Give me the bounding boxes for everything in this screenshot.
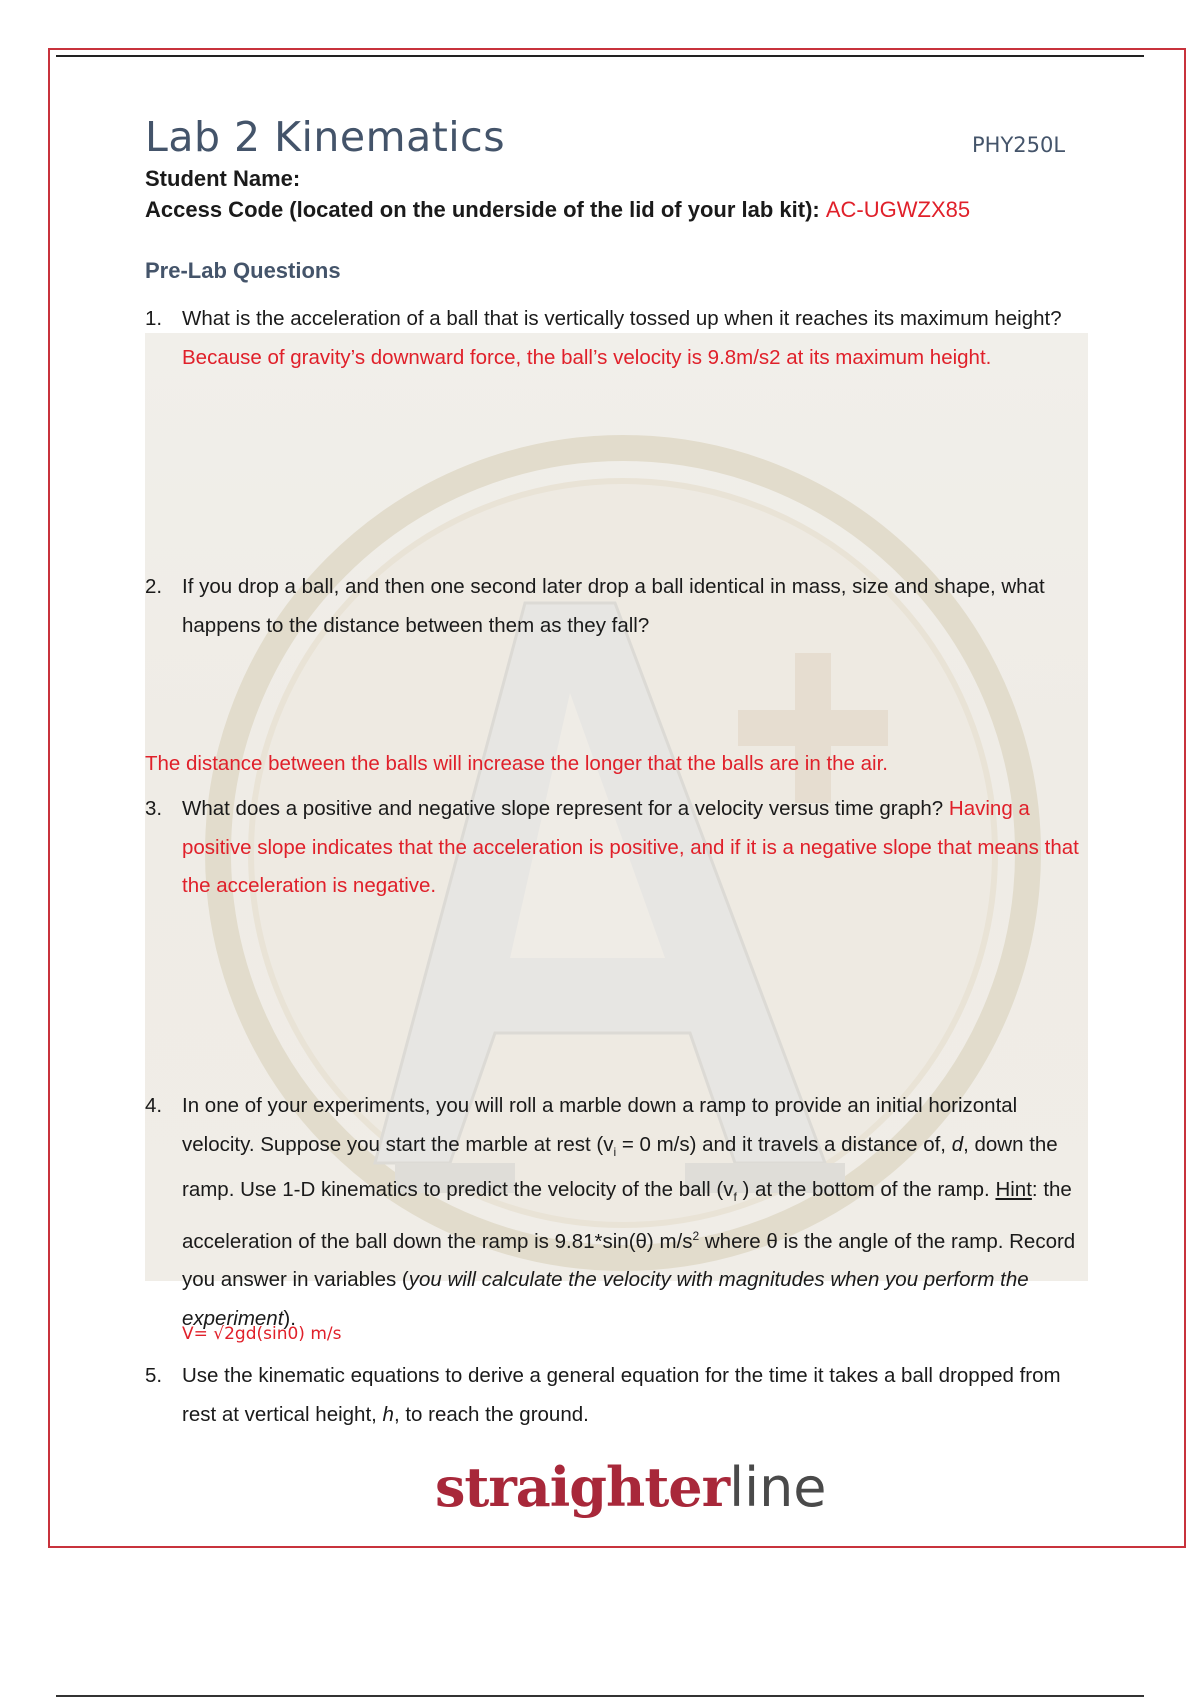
access-code-label: Access Code (located on the underside of the lid of your lab kit): <box>145 197 820 222</box>
question-number: 2. <box>145 575 163 598</box>
hint-label: Hint <box>995 1178 1032 1202</box>
question-text-part: , down the ramp. Use 1-D kinematics to predict the velocity of the ball (v <box>182 1132 1058 1202</box>
section-heading: Pre-Lab Questions <box>145 258 341 283</box>
question-number: 1. <box>145 307 163 330</box>
question-text-part: In one of your experiments, you will roll a marble down a ramp to provide an initial horizontal velocity. Suppose you start the marble at rest (v <box>182 1094 1018 1156</box>
question-3 <box>145 790 1090 906</box>
question-text: If you drop a ball, and then one second later drop a ball identical in mass, size and shape, what happens to the distance between them as they fall? <box>182 575 1045 637</box>
bottom-rule <box>56 1695 1144 1697</box>
student-name-label: Student Name: <box>145 166 301 191</box>
variable-h: h <box>382 1402 394 1426</box>
logo-strong-text: straighter <box>435 1455 730 1519</box>
question-text: What does a positive and negative slope represent for a velocity versus time graph? <box>182 797 944 820</box>
subscript: f <box>733 1190 737 1205</box>
question-text-part: ). <box>283 1306 296 1330</box>
question-5 <box>145 1357 1090 1434</box>
answer-text: The distance between the balls will increase the longer that the balls are in the air. <box>145 752 888 775</box>
question-text: What is the acceleration of a ball that is vertically tossed up when it reaches its maximum height? <box>182 307 1062 330</box>
superscript: 2 <box>692 1228 700 1243</box>
question-text-part: where θ is the angle of the ramp. Record you answer in variables ( <box>182 1229 1076 1292</box>
page-title: Lab 2 Kinematics <box>145 113 506 161</box>
italic-note: you will calculate the velocity with magnitudes when you perform the experiment <box>182 1268 1029 1330</box>
access-code-line <box>145 197 970 223</box>
question-text-part: , to reach the ground. <box>393 1402 589 1426</box>
answer-text: Because of gravity’s downward force, the ball’s velocity is 9.8m/s2 at its maximum height. <box>182 345 992 369</box>
question-text-part: Use the kinematic equations to derive a general equation for the time it takes a ball dropped from rest at vertical height, <box>182 1364 1061 1426</box>
subscript: i <box>613 1144 617 1159</box>
question-text <box>182 1357 1090 1434</box>
variable-d: d <box>951 1132 964 1156</box>
question-text-part: ) at the bottom of the ramp. <box>736 1178 996 1202</box>
question-number: 3. <box>145 797 163 820</box>
question-text-part: : the acceleration of the ball down the ramp is 9.81*sin(θ) m/s <box>182 1178 1072 1253</box>
course-code: PHY250L <box>972 133 1066 157</box>
question-number: 4. <box>145 1094 163 1117</box>
answer-text: Having a positive slope indicates that the acceleration is positive, and if it is a negative slope that means that the acceleration is negative. <box>182 797 1079 897</box>
straighterline-logo <box>435 1455 827 1519</box>
question-1 <box>145 300 1090 377</box>
question-text-part: = 0 m/s) and it travels a distance of, <box>616 1132 952 1156</box>
question-2 <box>145 568 1090 645</box>
question-number: 5. <box>145 1364 163 1387</box>
access-code-value: AC-UGWZX85 <box>825 197 971 222</box>
logo-light-text: line <box>729 1456 827 1519</box>
question-4 <box>145 1087 1090 1338</box>
answer-formula: V= √2gd(sin0) m/s <box>182 1324 342 1344</box>
question-text <box>182 1087 1090 1338</box>
